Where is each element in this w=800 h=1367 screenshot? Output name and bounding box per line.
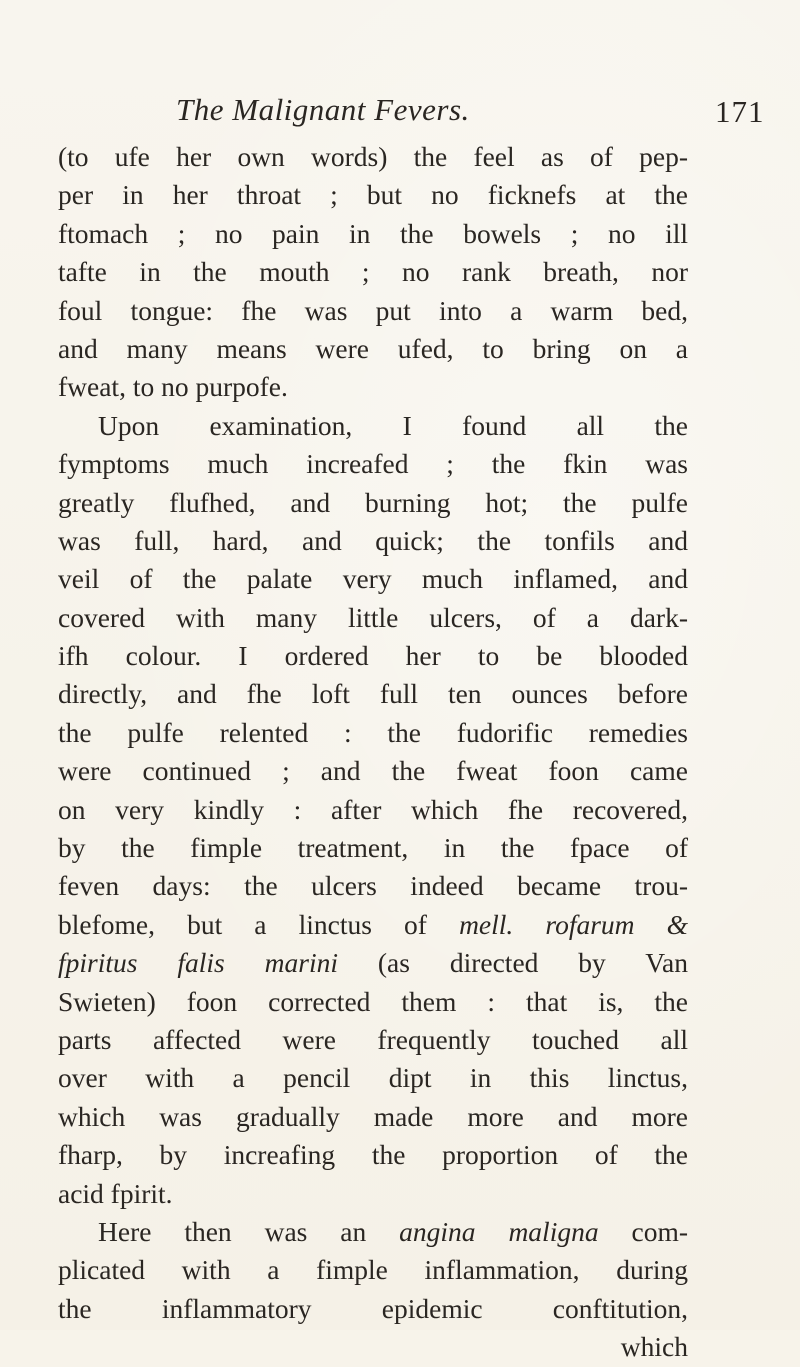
text-run: com-	[598, 1215, 689, 1247]
catchword: which	[620, 1331, 688, 1363]
running-head	[0, 92, 800, 132]
text-line: greatly flufhed, and burning hot; the pulfe	[58, 486, 688, 518]
text-line: Swieten) foon corrected them : that is, the	[58, 985, 688, 1017]
text-line: per in her throat ; but no ficknefs at the	[58, 179, 688, 211]
text-run: blefome, but a linctus of	[58, 908, 460, 940]
text-line: and many means were ufed, to bring on a	[58, 332, 688, 364]
text-line: fweat, to no purpofe.	[58, 371, 288, 403]
text-line: ifh colour. I ordered her to be blooded	[58, 640, 688, 672]
paragraph-start-line: Upon examination, I found all the	[98, 409, 688, 441]
running-title: The Malignant Fevers.	[176, 92, 470, 127]
latin-italic-run: mell. rofarum &	[459, 908, 689, 940]
text-line: the inflammatory epidemic conftitution,	[58, 1292, 688, 1324]
page-number: 171	[715, 94, 765, 129]
text-line: covered with many little ulcers, of a dark-	[58, 601, 688, 633]
body-text	[58, 138, 688, 1367]
text-line: fharp, by increafing the proportion of the	[58, 1139, 688, 1171]
text-line	[58, 906, 688, 944]
text-line: over with a pencil dipt in this linctus,	[58, 1062, 688, 1094]
text-line: feven days: the ulcers indeed became trou-	[58, 870, 688, 902]
text-line: the pulfe relented : the fudorific remedies	[58, 716, 688, 748]
text-line: by the fimple treatment, in the fpace of	[58, 832, 688, 864]
text-line: ftomach ; no pain in the bowels ; no ill	[58, 217, 688, 249]
text-run: Here then was an	[98, 1215, 400, 1247]
text-line: directly, and fhe loft full ten ounces before	[58, 678, 688, 710]
latin-italic-run: fpiritus falis marini	[58, 947, 338, 979]
text-line: on very kindly : after which fhe recovered,	[58, 793, 688, 825]
text-line: tafte in the mouth ; no rank breath, nor	[58, 256, 688, 288]
text-line: veil of the palate very much inflamed, and	[58, 563, 688, 595]
text-run: (as directed by Van	[337, 947, 688, 979]
text-line: foul tongue: fhe was put into a warm bed,	[58, 294, 688, 326]
text-line: were continued ; and the fweat foon came	[58, 755, 688, 787]
text-line: plicated with a fimple inflammation, during	[58, 1254, 688, 1286]
text-line: fymptoms much increafed ; the fkin was	[58, 448, 688, 480]
text-line: parts affected were frequently touched all	[58, 1023, 688, 1055]
text-line: acid fpirit.	[58, 1177, 173, 1209]
text-line: was full, hard, and quick; the tonfils and	[58, 524, 688, 556]
text-line: (to ufe her own words) the feel as of pep-	[58, 141, 688, 172]
text-line: which was gradually made more and more	[58, 1100, 688, 1132]
text-line	[58, 944, 688, 982]
latin-italic-run: angina maligna	[399, 1215, 599, 1247]
paragraph-start-line	[58, 1213, 688, 1251]
